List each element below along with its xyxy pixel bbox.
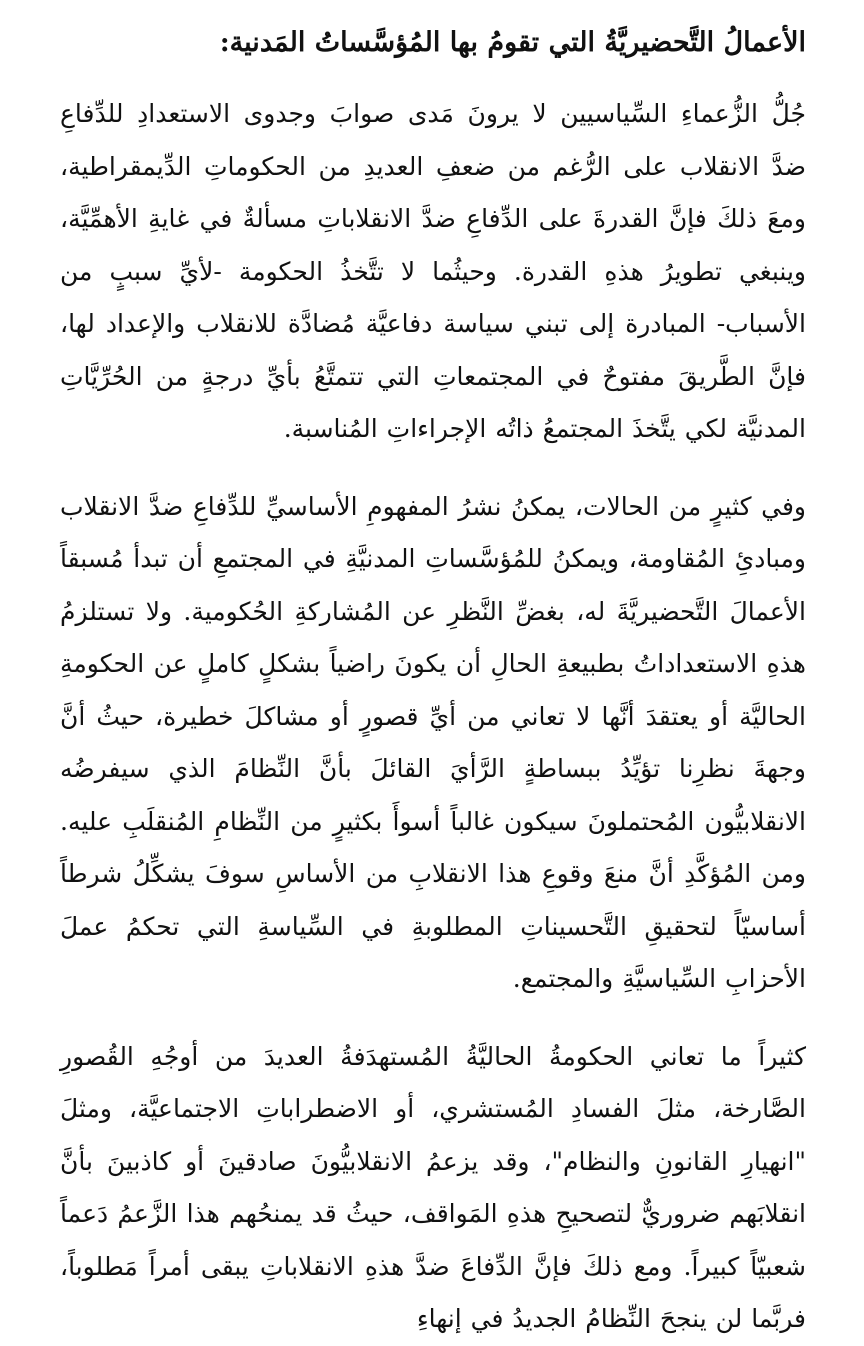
paragraph-2: وفي كثيرٍ من الحالات، يمكنُ نشرُ المفهومِ الأساسيِّ للدِّفاعِ ضدَّ الانقلاب ومبادئِ المُقاومة، ويمكنُ للمُؤسَّساتِ المدنيَّةِ في المجتمعِ أن تبدأ مُسبقاً الأعمالَ التَّحضيريَّةَ له، بغضِّ النَّظرِ عن المُشاركةِ الحُكومية. ولا تستلزمُ هذهِ الاستعداداتُ بطبيعةِ الحالِ أن يكونَ راضياً بشكلٍ كاملٍ عن الحكومةِ الحاليَّة أو يعتقدَ أنَّها لا تعاني من أيِّ قصورٍ أو مشاكلَ خطيرة، حيثُ أنَّ وجهةَ نظرِنا تؤيِّدُ ببساطةٍ الرَّأيَ القائلَ بأنَّ النِّظامَ الذي سيفرضُه الانقلابيُّون المُحتملونَ سيكون غالباً أسوأَ بكثيرٍ من النِّظامِ المُنقلَبِ عليه. ومن المُؤكَّدِ أنَّ منعَ وقوعِ هذا الانقلابِ من الأساسِ سوفَ يشكِّلُ شرطاً أساسيّاً لتحقيقِ التَّحسيناتِ المطلوبةِ في السِّياسةِ التي تحكمُ عملَ الأحزابِ السِّياسيَّةِ والمجتمع. [60,491,806,993]
paragraph-3: كثيراً ما تعاني الحكومةُ الحاليَّةُ المُستهدَفةُ العديدَ من أوجُهِ القُصورِ الصَّارخة، مثلَ الفسادِ المُستشري، أو الاضطراباتِ الاجتماعيَّة، ومثلَ "انهيارِ القانونِ والنظام"، وقد يزعمُ الانقلابيُّونَ صادقينَ أو كاذبينَ بأنَّ انقلابَهم ضروريٌّ لتصحيحِ هذهِ المَواقف، حيثُ قد يمنحُهم هذا الزَّعمُ دَعماً شعبيّاً كبيراً. ومع ذلكَ فإنَّ الدِّفاعَ ضدَّ هذهِ الانقلاباتِ يبقى أمراً مَطلوباً، فربَّما لن ينجحَ النِّظامُ الجديدُ في إنهاءِ [60,1041,806,1333]
section-title: الأعمالُ التَّحضيريَّةُ التي تقومُ بها المُؤسَّساتُ المَدنية: [219,27,806,58]
paragraph-1: جُلُّ الزُّعماءِ السِّياسيين لا يرونَ مَدى صوابَ وجدوى الاستعدادِ للدِّفاعِ ضدَّ الانقلاب على الرُّغم من ضعفِ العديدِ من الحكوماتِ الدِّيمقراطية، ومعَ ذلكَ فإنَّ القدرةَ على الدِّفاعِ ضدَّ الانقلاباتِ مسألةٌ في غايةِ الأهمِّيَّة، وينبغي تطويرُ هذهِ القدرة. وحيثُما لا تتَّخذُ الحكومة -لأيِّ سببٍ من الأسباب- المبادرة إلى تبني سياسة دفاعيَّة مُضادَّة للانقلاب والإعداد لها، فإنَّ الطَّريقَ مفتوحٌ في المجتمعاتِ التي تتمتَّعُ بأيِّ درجةٍ من الحُرِّيَّاتِ المدنيَّة لكي يتَّخذَ المجتمعُ ذاتُه الإجراءاتِ المُناسبة. [60,99,806,443]
